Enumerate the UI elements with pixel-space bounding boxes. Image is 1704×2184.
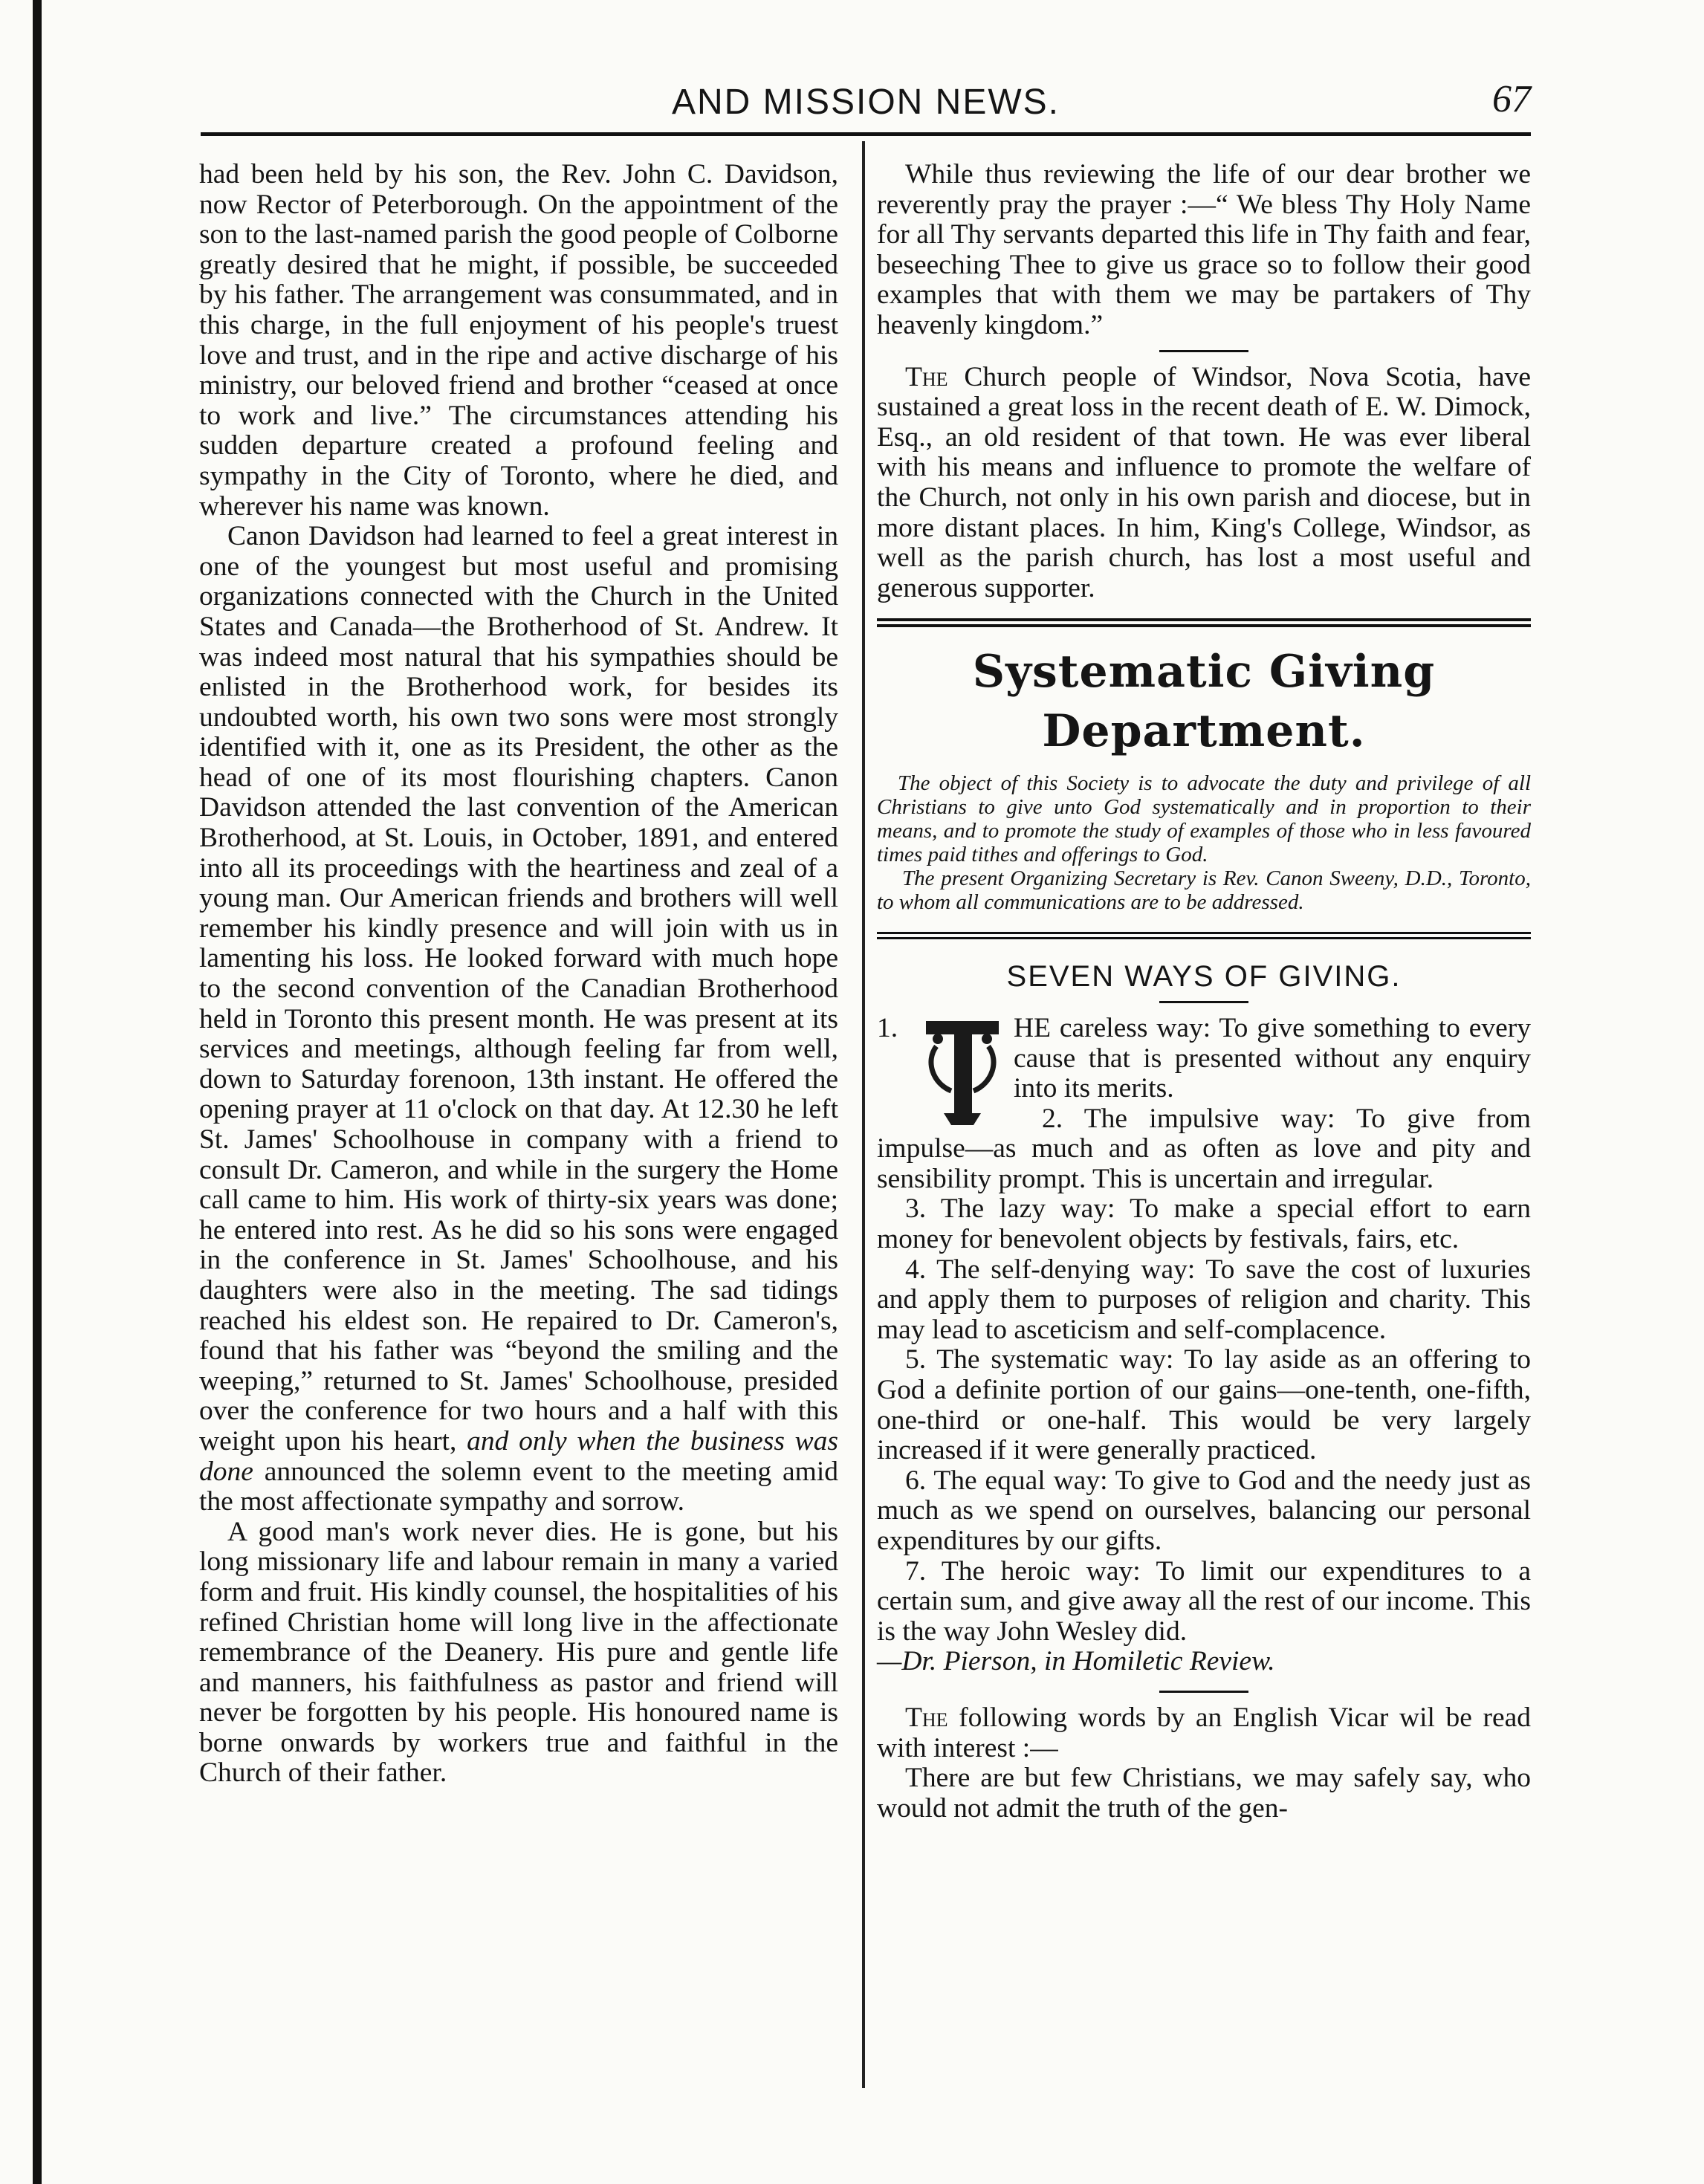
way-item: 6. The equal way: To give to God and the needy just as much as we spend on ourselves, balancing our personal expenditures by our gifts. <box>877 1465 1531 1556</box>
right-column <box>877 160 1531 1824</box>
page-number: 67 <box>1492 78 1531 120</box>
way-item: 4. The self-denying way: To save the cost of luxuries and apply them to purposes of religion and charity. This may lead to asceticism and self-complacence. <box>877 1254 1531 1345</box>
paragraph: A good man's work never dies. He is gone, but his long missionary life and labour remain in many a varied form and fruit. His kindly counsel, the hospitalities of his refined Christian home will long live in the affectionate remembrance of the Deanery. His pure and gentle life and manners, his faithfulness as pastor and friend will never be forgotten by his people. His honoured name is borne onwards by workers true and faithful in the Church of their father. <box>199 1516 838 1789</box>
lead-word: The <box>905 1702 948 1733</box>
notice-paragraph: The present Organizing Secretary is Rev. Canon Sweeny, D.D., Toronto, to whom all communications are to be addressed. <box>877 866 1531 915</box>
paragraph: had been held by his son, the Rev. John C. Davidson, now Rector of Peterborough. On the appointment of the son to the last-named parish the good people of Colborne greatly desired that he might, if possible, be succeeded by his father. The arrangement was consummated, and in this charge, in the full enjoyment of his people's truest love and trust, and in the ripe and active discharge of his ministry, our beloved friend and brother “ceased at once to work and live.” The circumstances attending his sudden departure created a profound feeling and sympathy in the City of Toronto, where he died, and wherever his name was known. <box>199 159 838 522</box>
way-item: 2. The impulsive way: To give from impulse—as much and as often as love and pity and sensibility prompt. This is uncertain and irregular. <box>877 1103 1531 1194</box>
lead-word: The <box>905 361 948 392</box>
italic-phrase: and only when the business was done <box>199 1425 838 1487</box>
society-notice <box>877 771 1531 914</box>
short-rule <box>1159 1001 1248 1003</box>
vicar-text: following words by an English Vicar wil be read with interest :— <box>877 1702 1532 1763</box>
attribution <box>877 1647 1531 1677</box>
short-rule <box>1159 350 1248 352</box>
windsor-paragraph <box>877 363 1531 604</box>
double-rule <box>877 932 1531 939</box>
paragraph <box>199 522 838 1517</box>
vicar-paragraph <box>877 1703 1531 1763</box>
way-1 <box>877 1014 1531 1104</box>
windsor-text: Church people of Windsor, Nova Scotia, have sustained a great loss in the recent death of E. W. Dimock, Esq., an old resident of that town. He was ever liberal with his means and influence to promote the welfare of the Church, not only in his own parish and diocese, but in more distant places. In him, King's College, Windsor, as well as the parish church, has lost a most useful and generous supporter. <box>877 361 1531 603</box>
left-column <box>199 160 838 1789</box>
binding-edge <box>33 0 42 2184</box>
column-divider <box>862 141 865 2088</box>
paragraph-text: Canon Davidson had learned to feel a great interest in one of the youngest but most useful and promising organizations connected with the Church in the United States and Canada—the Brotherhood of St. Andrew. It was indeed most natural that his sympathies should be enlisted in the Brotherhood work, for besides its undoubted worth, his own two sons were most strongly identified with it, one as its President, the other as the head of one of its most flourishing chapters. Canon Davidson attended the last convention of the American Brotherhood, at St. Louis, in October, 1891, and entered into all its proceedings with the heartiness and zeal of a young man. Our American friends and brothers will well remember his kindly presence and will join with us in lamenting his loss. He looked forward with much hope to the second convention of the Canadian Brotherhood held in Toronto this present month. He was present at its services and meetings, although feeling far from well, down to Saturday forenoon, 13th instant. He offered the opening prayer at 11 o'clock on that day. At 12.30 he left St. James' Schoolhouse in company with a friend to consult Dr. Cameron, and while in the surgery the Home call came to him. His work of thirty-six years was done; he entered into rest. As he did so his sons were engaged in the conference in St. James' Schoolhouse, and his daughters were also in the meeting. The sad tidings reached his eldest son. He repaired to Dr. Cameron's, found that his father was “beyond the smiling and the weeping,” returned to St. James' Schoolhouse, presided over the conference for two hours and a half with this weight upon his heart, <box>199 521 838 1456</box>
drop-cap-ornament <box>921 1017 1003 1128</box>
double-rule <box>877 618 1531 627</box>
running-header <box>201 74 1531 134</box>
article-title: SEVEN WAYS OF GIVING. <box>1006 960 1402 994</box>
short-rule <box>1159 1691 1248 1693</box>
header-rule <box>201 132 1531 136</box>
drop-cap-icon <box>921 1017 1003 1128</box>
header-title: AND MISSION NEWS. <box>671 82 1060 122</box>
way-item: 5. The systematic way: To lay aside as an offering to God a definite portion of our gains—one-tenth, one-fifth, one-third or one-half. This would be very largely increased if it were generally practiced. <box>877 1344 1531 1466</box>
way-text: HE careless way: To give something to every cause that is presented without any enquiry into its merits. <box>1014 1012 1531 1104</box>
way-item: 3. The lazy way: To make a special effort to earn money for benevolent objects by festivals, fairs, etc. <box>877 1193 1531 1255</box>
department-title: Systematic Giving Department. <box>972 646 1436 758</box>
ways-list <box>877 1104 1531 1677</box>
way-item: 7. The heroic way: To limit our expenditures to a certain sum, and give away all the rest of our income. This is the way John Wesley did. <box>877 1555 1531 1647</box>
way-number: 1. <box>877 1012 898 1043</box>
paragraph-tail: announced the solemn event to the meeting amid the most affectionate sympathy and sorrow. <box>199 1456 838 1517</box>
attribution-text: —Dr. Pierson, in Homiletic Review. <box>877 1646 1275 1677</box>
prayer-paragraph: While thus reviewing the life of our dear brother we reverently pray the prayer :—“ We bless Thy Holy Name for all Thy servants departed this life in Thy faith and fear, beseeching Thee to give us grace so to follow their good examples that with them we may be partakers of Thy heavenly kingdom.” <box>877 159 1531 340</box>
notice-paragraph: The object of this Society is to advocate the duty and privilege of all Christians to give unto God systematically and in proportion to their means, and to promote the study of examples of those who in less favoured times paid tithes and offerings to God. <box>877 771 1531 867</box>
final-paragraph: There are but few Christians, we may safely say, who would not admit the truth of the gen- <box>877 1763 1531 1824</box>
